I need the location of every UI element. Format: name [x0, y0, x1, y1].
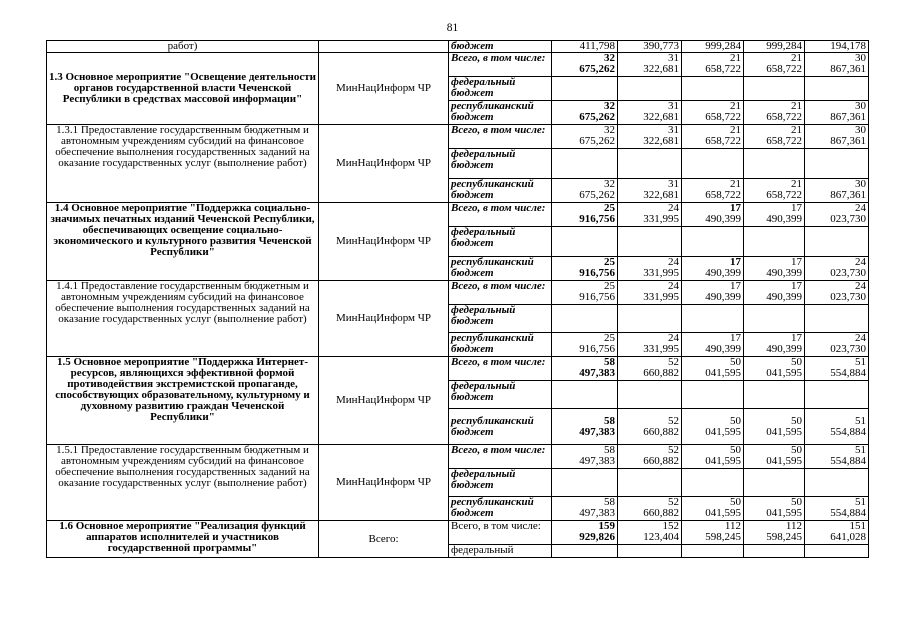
value-cell: [618, 545, 682, 558]
value-cell: 51 554,884: [805, 409, 869, 445]
value-cell: [618, 227, 682, 257]
value-cell: 21 658,722: [744, 53, 805, 77]
value-cell: [552, 469, 618, 497]
value-cell: 52 660,882: [618, 445, 682, 469]
value-cell: 30 867,361: [805, 179, 869, 203]
executor: МинНацИнформ ЧР: [319, 357, 449, 445]
value-cell: [682, 545, 744, 558]
value-cell: 21 658,722: [682, 53, 744, 77]
value-cell: 999,284: [744, 41, 805, 53]
funding-source: Всего, в том числе:: [449, 53, 552, 77]
value-cell: 58 497,383: [552, 497, 618, 521]
value-cell: 25 916,756: [552, 333, 618, 357]
value-cell: [805, 381, 869, 409]
table-row: [47, 357, 869, 381]
value-cell: 21 658,722: [744, 101, 805, 125]
value-cell: [618, 149, 682, 179]
value-cell: 50 041,595: [744, 445, 805, 469]
value-cell: [618, 469, 682, 497]
executor: [319, 41, 449, 53]
funding-source: республиканский бюджет: [449, 409, 552, 445]
measure-name: 1.3 Основное мероприятие "Освещение деятельности органов государственной власти Чеченской Республики в средствах массовой информации": [47, 53, 319, 125]
value-cell: 24 331,995: [618, 257, 682, 281]
funding-source: федеральный бюджет: [449, 149, 552, 179]
funding-source: Всего, в том числе:: [449, 521, 552, 545]
value-cell: [682, 227, 744, 257]
value-cell: 999,284: [682, 41, 744, 53]
funding-source: Всего, в том числе:: [449, 445, 552, 469]
table-row: [47, 53, 869, 77]
value-cell: [552, 381, 618, 409]
value-cell: [744, 149, 805, 179]
funding-source: Всего, в том числе:: [449, 203, 552, 227]
table-row: [47, 521, 869, 545]
funding-source: республиканский бюджет: [449, 179, 552, 203]
table-row: [47, 203, 869, 227]
value-cell: 21 658,722: [682, 125, 744, 149]
value-cell: 50 041,595: [682, 409, 744, 445]
funding-source: республиканский бюджет: [449, 257, 552, 281]
value-cell: 31 322,681: [618, 179, 682, 203]
value-cell: 17 490,399: [682, 203, 744, 227]
value-cell: 112 598,245: [744, 521, 805, 545]
value-cell: 25 916,756: [552, 203, 618, 227]
value-cell: 24 331,995: [618, 203, 682, 227]
value-cell: [552, 77, 618, 101]
value-cell: [744, 77, 805, 101]
value-cell: [805, 149, 869, 179]
value-cell: 25 916,756: [552, 257, 618, 281]
measure-name: работ): [47, 41, 319, 53]
value-cell: 151 641,028: [805, 521, 869, 545]
value-cell: 32 675,262: [552, 101, 618, 125]
funding-source: федеральный бюджет: [449, 305, 552, 333]
value-cell: [744, 381, 805, 409]
value-cell: 32 675,262: [552, 179, 618, 203]
funding-source: федеральный: [449, 545, 552, 558]
value-cell: [618, 381, 682, 409]
value-cell: [682, 469, 744, 497]
value-cell: 17 490,399: [682, 281, 744, 305]
funding-source: республиканский бюджет: [449, 497, 552, 521]
value-cell: 50 041,595: [682, 357, 744, 381]
measure-name: 1.3.1 Предоставление государственным бюджетным и автономным учреждениям субсидий на финансовое обеспечение выполнения государственных заданий на оказание государственных услуг (выполнение работ): [47, 125, 319, 203]
value-cell: 52 660,882: [618, 357, 682, 381]
value-cell: [805, 227, 869, 257]
value-cell: [552, 227, 618, 257]
value-cell: 17 490,399: [744, 203, 805, 227]
value-cell: 24 023,730: [805, 257, 869, 281]
funding-source: бюджет: [449, 41, 552, 53]
value-cell: 21 658,722: [682, 101, 744, 125]
value-cell: 50 041,595: [682, 445, 744, 469]
value-cell: 32 675,262: [552, 53, 618, 77]
value-cell: 25 916,756: [552, 281, 618, 305]
value-cell: 24 331,995: [618, 333, 682, 357]
table-row: [47, 281, 869, 305]
value-cell: [805, 469, 869, 497]
value-cell: [552, 545, 618, 558]
value-cell: [682, 77, 744, 101]
value-cell: [805, 305, 869, 333]
table-row: [47, 445, 869, 469]
value-cell: 50 041,595: [744, 497, 805, 521]
value-cell: 390,773: [618, 41, 682, 53]
value-cell: 31 322,681: [618, 101, 682, 125]
funding-source: федеральный бюджет: [449, 227, 552, 257]
executor: МинНацИнформ ЧР: [319, 281, 449, 357]
measure-name: 1.5.1 Предоставление государственным бюджетным и автономным учреждениям субсидий на финансовое обеспечение выполнения государственных заданий на оказание государственных услуг (выполнение работ): [47, 445, 319, 521]
value-cell: 51 554,884: [805, 497, 869, 521]
value-cell: [744, 469, 805, 497]
value-cell: 51 554,884: [805, 445, 869, 469]
value-cell: 51 554,884: [805, 357, 869, 381]
funding-source: федеральный бюджет: [449, 381, 552, 409]
value-cell: 112 598,245: [682, 521, 744, 545]
funding-source: республиканский бюджет: [449, 101, 552, 125]
value-cell: [618, 77, 682, 101]
value-cell: 50 041,595: [744, 409, 805, 445]
value-cell: 52 660,882: [618, 497, 682, 521]
value-cell: 159 929,826: [552, 521, 618, 545]
value-cell: [682, 149, 744, 179]
value-cell: [805, 77, 869, 101]
value-cell: 58 497,383: [552, 357, 618, 381]
executor: МинНацИнформ ЧР: [319, 445, 449, 521]
value-cell: 17 490,399: [744, 281, 805, 305]
budget-table: [46, 40, 869, 558]
value-cell: 411,798: [552, 41, 618, 53]
funding-source: Всего, в том числе:: [449, 281, 552, 305]
value-cell: 194,178: [805, 41, 869, 53]
funding-source: республиканский бюджет: [449, 333, 552, 357]
value-cell: 17 490,399: [744, 257, 805, 281]
value-cell: 31 322,681: [618, 125, 682, 149]
value-cell: 50 041,595: [744, 357, 805, 381]
value-cell: [744, 305, 805, 333]
table-row: [47, 125, 869, 149]
value-cell: [682, 305, 744, 333]
funding-source: федеральный бюджет: [449, 469, 552, 497]
value-cell: 24 023,730: [805, 281, 869, 305]
value-cell: 52 660,882: [618, 409, 682, 445]
value-cell: 30 867,361: [805, 125, 869, 149]
value-cell: [552, 305, 618, 333]
value-cell: 30 867,361: [805, 53, 869, 77]
value-cell: 152 123,404: [618, 521, 682, 545]
funding-source: Всего, в том числе:: [449, 357, 552, 381]
value-cell: [744, 545, 805, 558]
executor: Всего:: [319, 521, 449, 558]
value-cell: 24 331,995: [618, 281, 682, 305]
value-cell: 50 041,595: [682, 497, 744, 521]
funding-source: Всего, в том числе:: [449, 125, 552, 149]
value-cell: 58 497,383: [552, 409, 618, 445]
table-row: [47, 41, 869, 53]
executor: МинНацИнформ ЧР: [319, 53, 449, 125]
value-cell: [805, 545, 869, 558]
value-cell: 21 658,722: [744, 125, 805, 149]
value-cell: [682, 381, 744, 409]
measure-name: 1.4 Основное мероприятие "Поддержка социально-значимых печатных изданий Чеченской Республики, обеспечивающих освещение социально-экономического и культурного развития Чеченской Республики": [47, 203, 319, 281]
measure-name: 1.6 Основное мероприятие "Реализация функций аппаратов исполнителей и участников государственной программы": [47, 521, 319, 558]
value-cell: 21 658,722: [682, 179, 744, 203]
funding-source: федеральный бюджет: [449, 77, 552, 101]
measure-name: 1.4.1 Предоставление государственным бюджетным и автономным учреждениям субсидий на финансовое обеспечение выполнения государственных заданий на оказание государственных услуг (выполнение работ): [47, 281, 319, 357]
executor: МинНацИнформ ЧР: [319, 125, 449, 203]
value-cell: 58 497,383: [552, 445, 618, 469]
measure-name: 1.5 Основное мероприятие "Поддержка Интернет-ресурсов, являющихся эффективной формой противодействия экстремистской пропаганде, способствующих образовательному, культурному и духовному развитию граждан Чеченской Республики": [47, 357, 319, 445]
executor: МинНацИнформ ЧР: [319, 203, 449, 281]
value-cell: [618, 305, 682, 333]
value-cell: 17 490,399: [682, 257, 744, 281]
value-cell: 24 023,730: [805, 333, 869, 357]
value-cell: 30 867,361: [805, 101, 869, 125]
value-cell: [552, 149, 618, 179]
value-cell: 24 023,730: [805, 203, 869, 227]
value-cell: 21 658,722: [744, 179, 805, 203]
value-cell: [744, 227, 805, 257]
value-cell: 17 490,399: [744, 333, 805, 357]
value-cell: 31 322,681: [618, 53, 682, 77]
page-number: 81: [446, 22, 459, 34]
value-cell: 32 675,262: [552, 125, 618, 149]
value-cell: 17 490,399: [682, 333, 744, 357]
